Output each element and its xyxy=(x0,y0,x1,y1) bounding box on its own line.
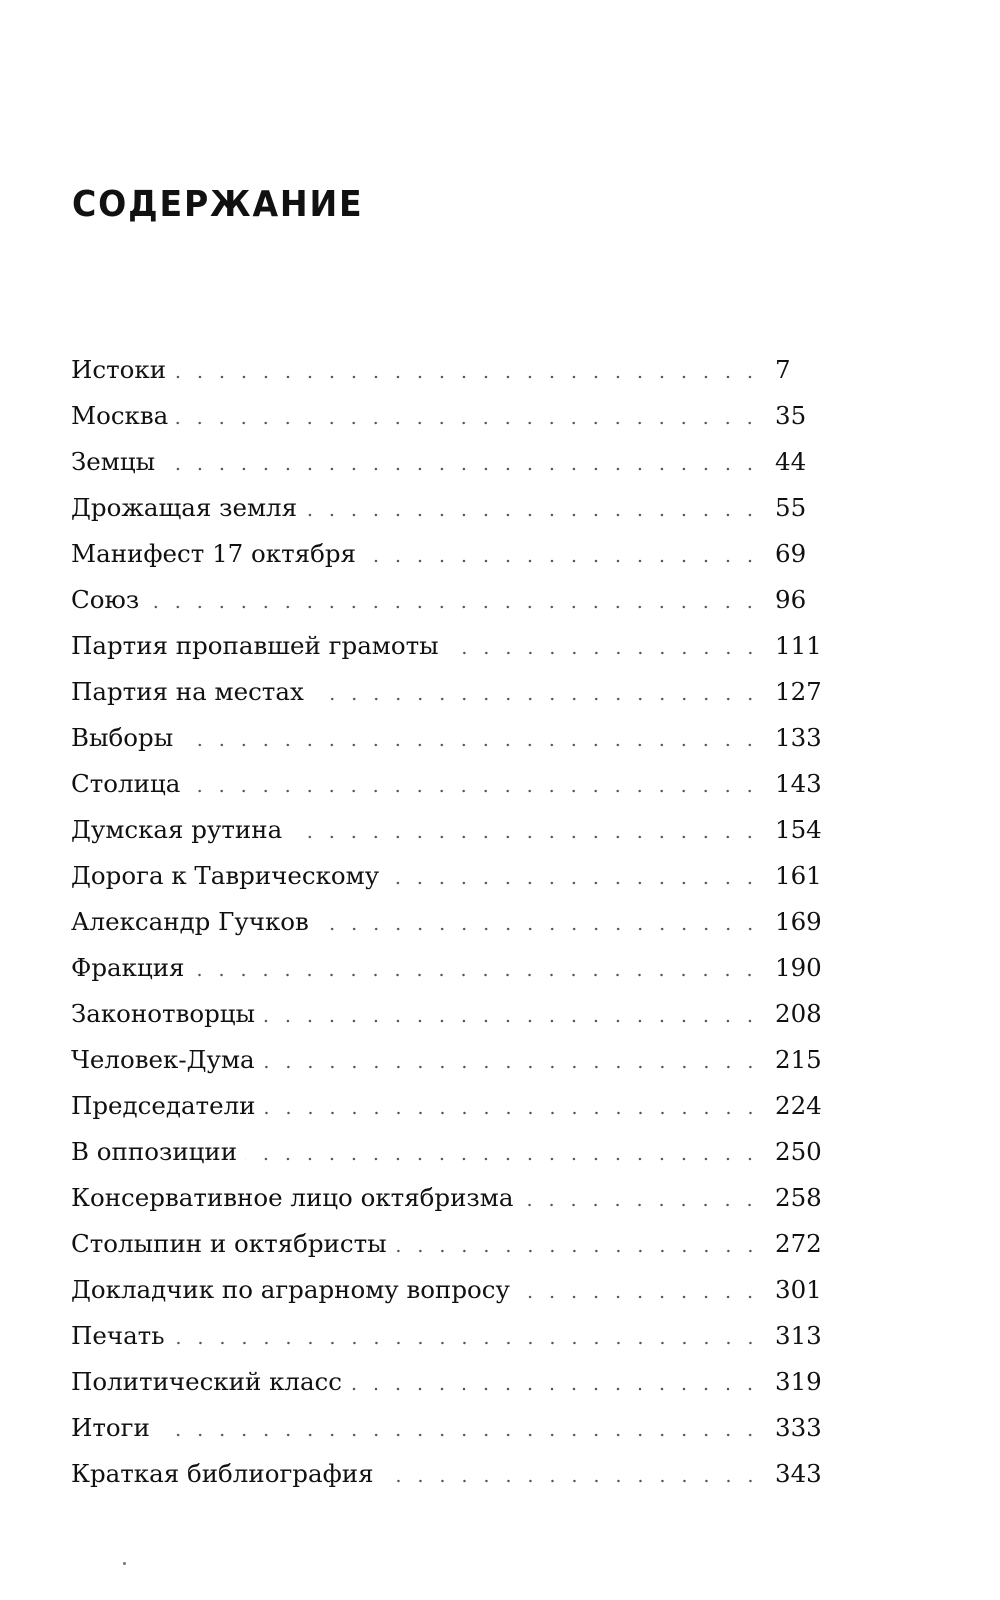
toc-entry-page: 111 xyxy=(775,631,822,660)
dot-leader xyxy=(521,1203,761,1207)
dot-leader xyxy=(350,1387,761,1391)
toc-entry-title: Истоки xyxy=(71,355,167,384)
toc-entry xyxy=(71,393,831,439)
toc-entry-page: 215 xyxy=(775,1045,822,1074)
toc-entry-title: Манифест 17 октября xyxy=(71,539,357,568)
dot-leader xyxy=(263,1019,761,1023)
toc-entry xyxy=(71,1313,831,1359)
toc-entry-title: Дрожащая земля xyxy=(71,493,298,522)
toc-entry xyxy=(71,439,831,485)
dot-leader xyxy=(317,927,761,931)
toc-entry-title: Дорога к Таврическому xyxy=(71,861,380,890)
toc-entry-page: 35 xyxy=(775,401,807,430)
toc-entry-title: Столыпин и октябристы xyxy=(71,1229,387,1258)
dot-leader xyxy=(264,1111,762,1115)
toc-entry xyxy=(71,1405,831,1451)
dot-leader xyxy=(188,789,761,793)
toc-entry-page: 169 xyxy=(775,907,822,936)
toc-entry-title: Партия на местах xyxy=(71,677,304,706)
toc-entry xyxy=(71,1451,831,1497)
toc-entry xyxy=(71,715,831,761)
toc-entry-page: 313 xyxy=(775,1321,822,1350)
toc-entry-page: 190 xyxy=(775,953,822,982)
dot-leader xyxy=(305,513,761,517)
dot-leader xyxy=(364,559,761,563)
toc-entry-title: Столица xyxy=(71,769,181,798)
toc-entry-page: 161 xyxy=(775,861,822,890)
toc-entry-page: 127 xyxy=(775,677,822,706)
toc-entry-title: Человек-Дума xyxy=(71,1045,255,1074)
dot-leader xyxy=(245,1157,761,1161)
toc-entry xyxy=(71,1037,831,1083)
toc-entry-title: Печать xyxy=(71,1321,165,1350)
toc-entry xyxy=(71,899,831,945)
toc-entry xyxy=(71,347,831,393)
dot-leader xyxy=(158,1433,761,1437)
toc-entry-title: Москва xyxy=(71,401,169,430)
toc-entry-title: Выборы xyxy=(71,723,174,752)
toc-entry-page: 272 xyxy=(775,1229,822,1258)
toc-entry-page: 55 xyxy=(775,493,807,522)
toc-entry xyxy=(71,1175,831,1221)
dot-leader xyxy=(174,375,761,379)
toc-entry xyxy=(71,807,831,853)
toc-entry-page: 333 xyxy=(775,1413,822,1442)
toc-entry xyxy=(71,577,831,623)
dot-leader xyxy=(263,1065,761,1069)
toc-entry-page: 301 xyxy=(775,1275,822,1304)
toc-entry xyxy=(71,669,831,715)
toc-entry-page: 208 xyxy=(775,999,822,1028)
toc-entry xyxy=(71,853,831,899)
toc-entry-title: Докладчик по аграрному вопросу xyxy=(71,1275,510,1304)
toc-entry-page: 258 xyxy=(775,1183,822,1212)
toc-entry-page: 96 xyxy=(775,585,807,614)
toc-entry xyxy=(71,761,831,807)
toc-entry-title: Земцы xyxy=(71,447,156,476)
toc-entry xyxy=(71,531,831,577)
toc-entry-page: 7 xyxy=(775,355,791,384)
dot-leader xyxy=(382,1479,761,1483)
toc-entry-title: Союз xyxy=(71,585,140,614)
toc-entry-page: 343 xyxy=(775,1459,822,1488)
dot-leader xyxy=(173,1341,761,1345)
toc-entry xyxy=(71,1129,831,1175)
toc-entry-title: Председатели xyxy=(71,1091,256,1120)
toc-entry-page: 154 xyxy=(775,815,822,844)
dot-leader xyxy=(290,835,761,839)
toc-entry xyxy=(71,1221,831,1267)
toc-entry-title: Законотворцы xyxy=(71,999,256,1028)
toc-entry xyxy=(71,1267,831,1313)
toc-entry-title: В оппозиции xyxy=(71,1137,238,1166)
toc-entry-page: 44 xyxy=(775,447,807,476)
dot-leader xyxy=(147,605,761,609)
toc-entry xyxy=(71,1359,831,1405)
toc-entry-page: 133 xyxy=(775,723,822,752)
toc-entry xyxy=(71,991,831,1037)
toc-entry-title: Итоги xyxy=(71,1413,150,1442)
table-of-contents xyxy=(71,347,831,1497)
toc-entry-page: 69 xyxy=(775,539,807,568)
toc-entry-page: 224 xyxy=(775,1091,822,1120)
toc-entry-title: Фракция xyxy=(71,953,185,982)
dot-leader xyxy=(387,881,761,885)
page-title: СОДЕРЖАНИЕ xyxy=(72,184,364,225)
toc-entry-title: Партия пропавшей грамоты xyxy=(71,631,439,660)
dot-leader xyxy=(395,1249,761,1253)
toc-entry xyxy=(71,623,831,669)
dot-leader xyxy=(163,467,761,471)
toc-entry-title: Александр Гучков xyxy=(71,907,309,936)
toc-entry-title: Думская рутина xyxy=(71,815,283,844)
toc-entry-title: Краткая библиография xyxy=(71,1459,374,1488)
dot-leader xyxy=(518,1295,761,1299)
toc-entry-page: 250 xyxy=(775,1137,822,1166)
toc-entry-title: Консервативное лицо октябризма xyxy=(71,1183,514,1212)
toc-entry xyxy=(71,945,831,991)
dot-leader xyxy=(447,651,761,655)
dot-leader xyxy=(312,697,761,701)
toc-entry-page: 319 xyxy=(775,1367,822,1396)
toc-entry-page: 143 xyxy=(775,769,822,798)
toc-entry xyxy=(71,485,831,531)
dot-leader xyxy=(192,973,761,977)
toc-entry xyxy=(71,1083,831,1129)
toc-entry-title: Политический класс xyxy=(71,1367,342,1396)
dot-leader xyxy=(176,421,761,425)
stray-dot-mark xyxy=(123,1562,126,1565)
dot-leader xyxy=(181,743,761,747)
